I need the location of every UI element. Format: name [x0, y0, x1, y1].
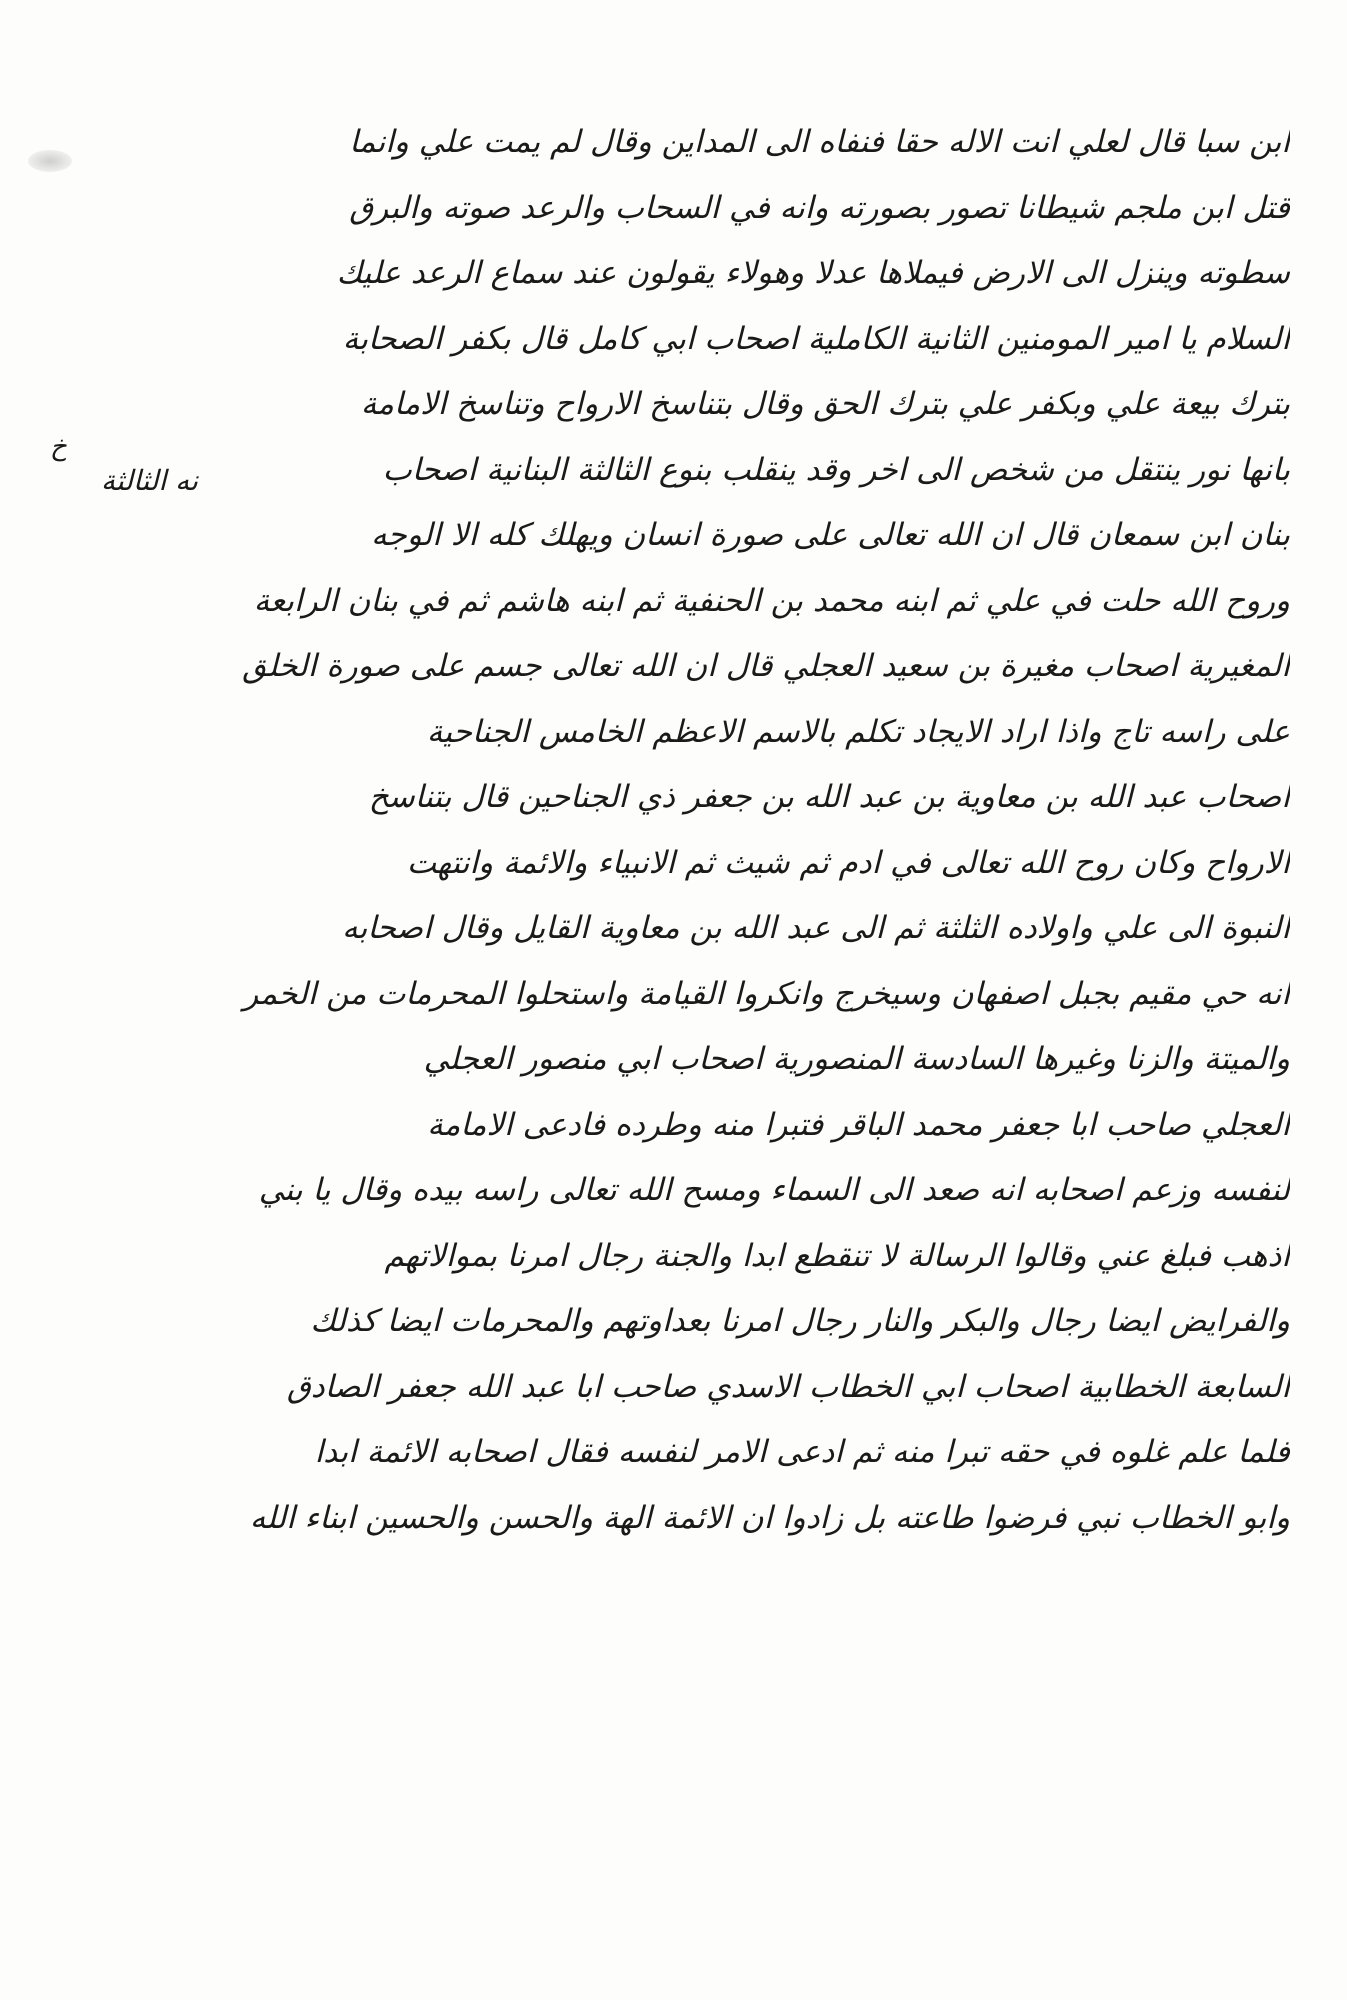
text-line: ابن سبا قال لعلي انت الاله حقا فنفاه الى المداين وقال لم يمت علي وانما [349, 124, 1290, 160]
manuscript-text [180, 110, 1290, 1551]
text-line: العجلي صاحب ابا جعفر محمد الباقر فتبرا منه وطرده فادعى الامامة [427, 1106, 1290, 1143]
text-line: بانها نور ينتقل من شخص الى اخر وقد ينقلب بنوع الثالثة البنانية اصحاب [382, 451, 1290, 488]
text-line: اذهب فبلغ عني وقالوا الرسالة لا تنقطع ابدا والجنة رجال امرنا بموالاتهم [384, 1237, 1290, 1274]
text-line: قتل ابن ملجم شيطانا تصور بصورته وانه في السحاب والرعد صوته والبرق [349, 189, 1290, 226]
text-line: والميتة والزنا وغيرها السادسة المنصورية اصحاب ابي منصور العجلي [423, 1041, 1290, 1077]
text-line: الارواح وكان روح الله تعالى في ادم ثم شيث ثم الانبياء والائمة وانتهت [406, 844, 1290, 881]
text-line: بنان ابن سمعان قال ان الله تعالى على صورة انسان ويهلك كله الا الوجه [371, 517, 1290, 553]
margin-note [28, 430, 198, 498]
text-line: اصحاب عبد الله بن معاوية بن عبد الله بن جعفر ذي الجناحين قال بتناسخ [368, 779, 1290, 815]
text-line: فلما علم غلوه في حقه تبرا منه ثم ادعى الامر لنفسه فقال اصحابه الائمة ابدا [314, 1434, 1290, 1470]
text-line: المغيرية اصحاب مغيرة بن سعيد العجلي قال ان الله تعالى جسم على صورة الخلق [242, 648, 1290, 684]
text-line: النبوة الى علي واولاده الثلثة ثم الى عبد الله بن معاوية القايل وقال اصحابه [342, 910, 1290, 946]
text-line: والفرايض ايضا رجال والبكر والنار رجال امرنا بعداوتهم والمحرمات ايضا كذلك [310, 1303, 1290, 1339]
text-line: على راسه تاج واذا اراد الايجاد تكلم بالاسم الاعظم الخامس الجناحية [426, 713, 1290, 750]
margin-note-text: نه الثالثة [101, 464, 198, 497]
text-line: انه حي مقيم بجبل اصفهان وسيخرج وانكروا القيامة واستحلوا المحرمات من الخمر [243, 975, 1290, 1012]
margin-mark: خ [50, 432, 67, 462]
text-line: السابعة الخطابية اصحاب ابي الخطاب الاسدي صاحب ابا عبد الله جعفر الصادق [286, 1368, 1290, 1405]
text-line: سطوته وينزل الى الارض فيملاها عدلا وهولاء يقولون عند سماع الرعد عليك [336, 255, 1290, 291]
text-line: وابو الخطاب نبي فرضوا طاعته بل زادوا ان الائمة الهة والحسن والحسين ابناء الله [249, 1499, 1290, 1536]
ink-smudge [28, 150, 72, 172]
text-line: لنفسه وزعم اصحابه انه صعد الى السماء ومسح الله تعالى راسه بيده وقال يا بني [258, 1172, 1290, 1208]
text-line: بترك بيعة علي وبكفر علي بترك الحق وقال بتناسخ الارواح وتناسخ الامامة [360, 386, 1290, 422]
text-line: وروح الله حلت في علي ثم ابنه محمد بن الحنفية ثم ابنه هاشم ثم في بنان الرابعة [253, 582, 1290, 619]
text-line: السلام يا امير المومنين الثانية الكاملية اصحاب ابي كامل قال بكفر الصحابة [342, 320, 1290, 357]
